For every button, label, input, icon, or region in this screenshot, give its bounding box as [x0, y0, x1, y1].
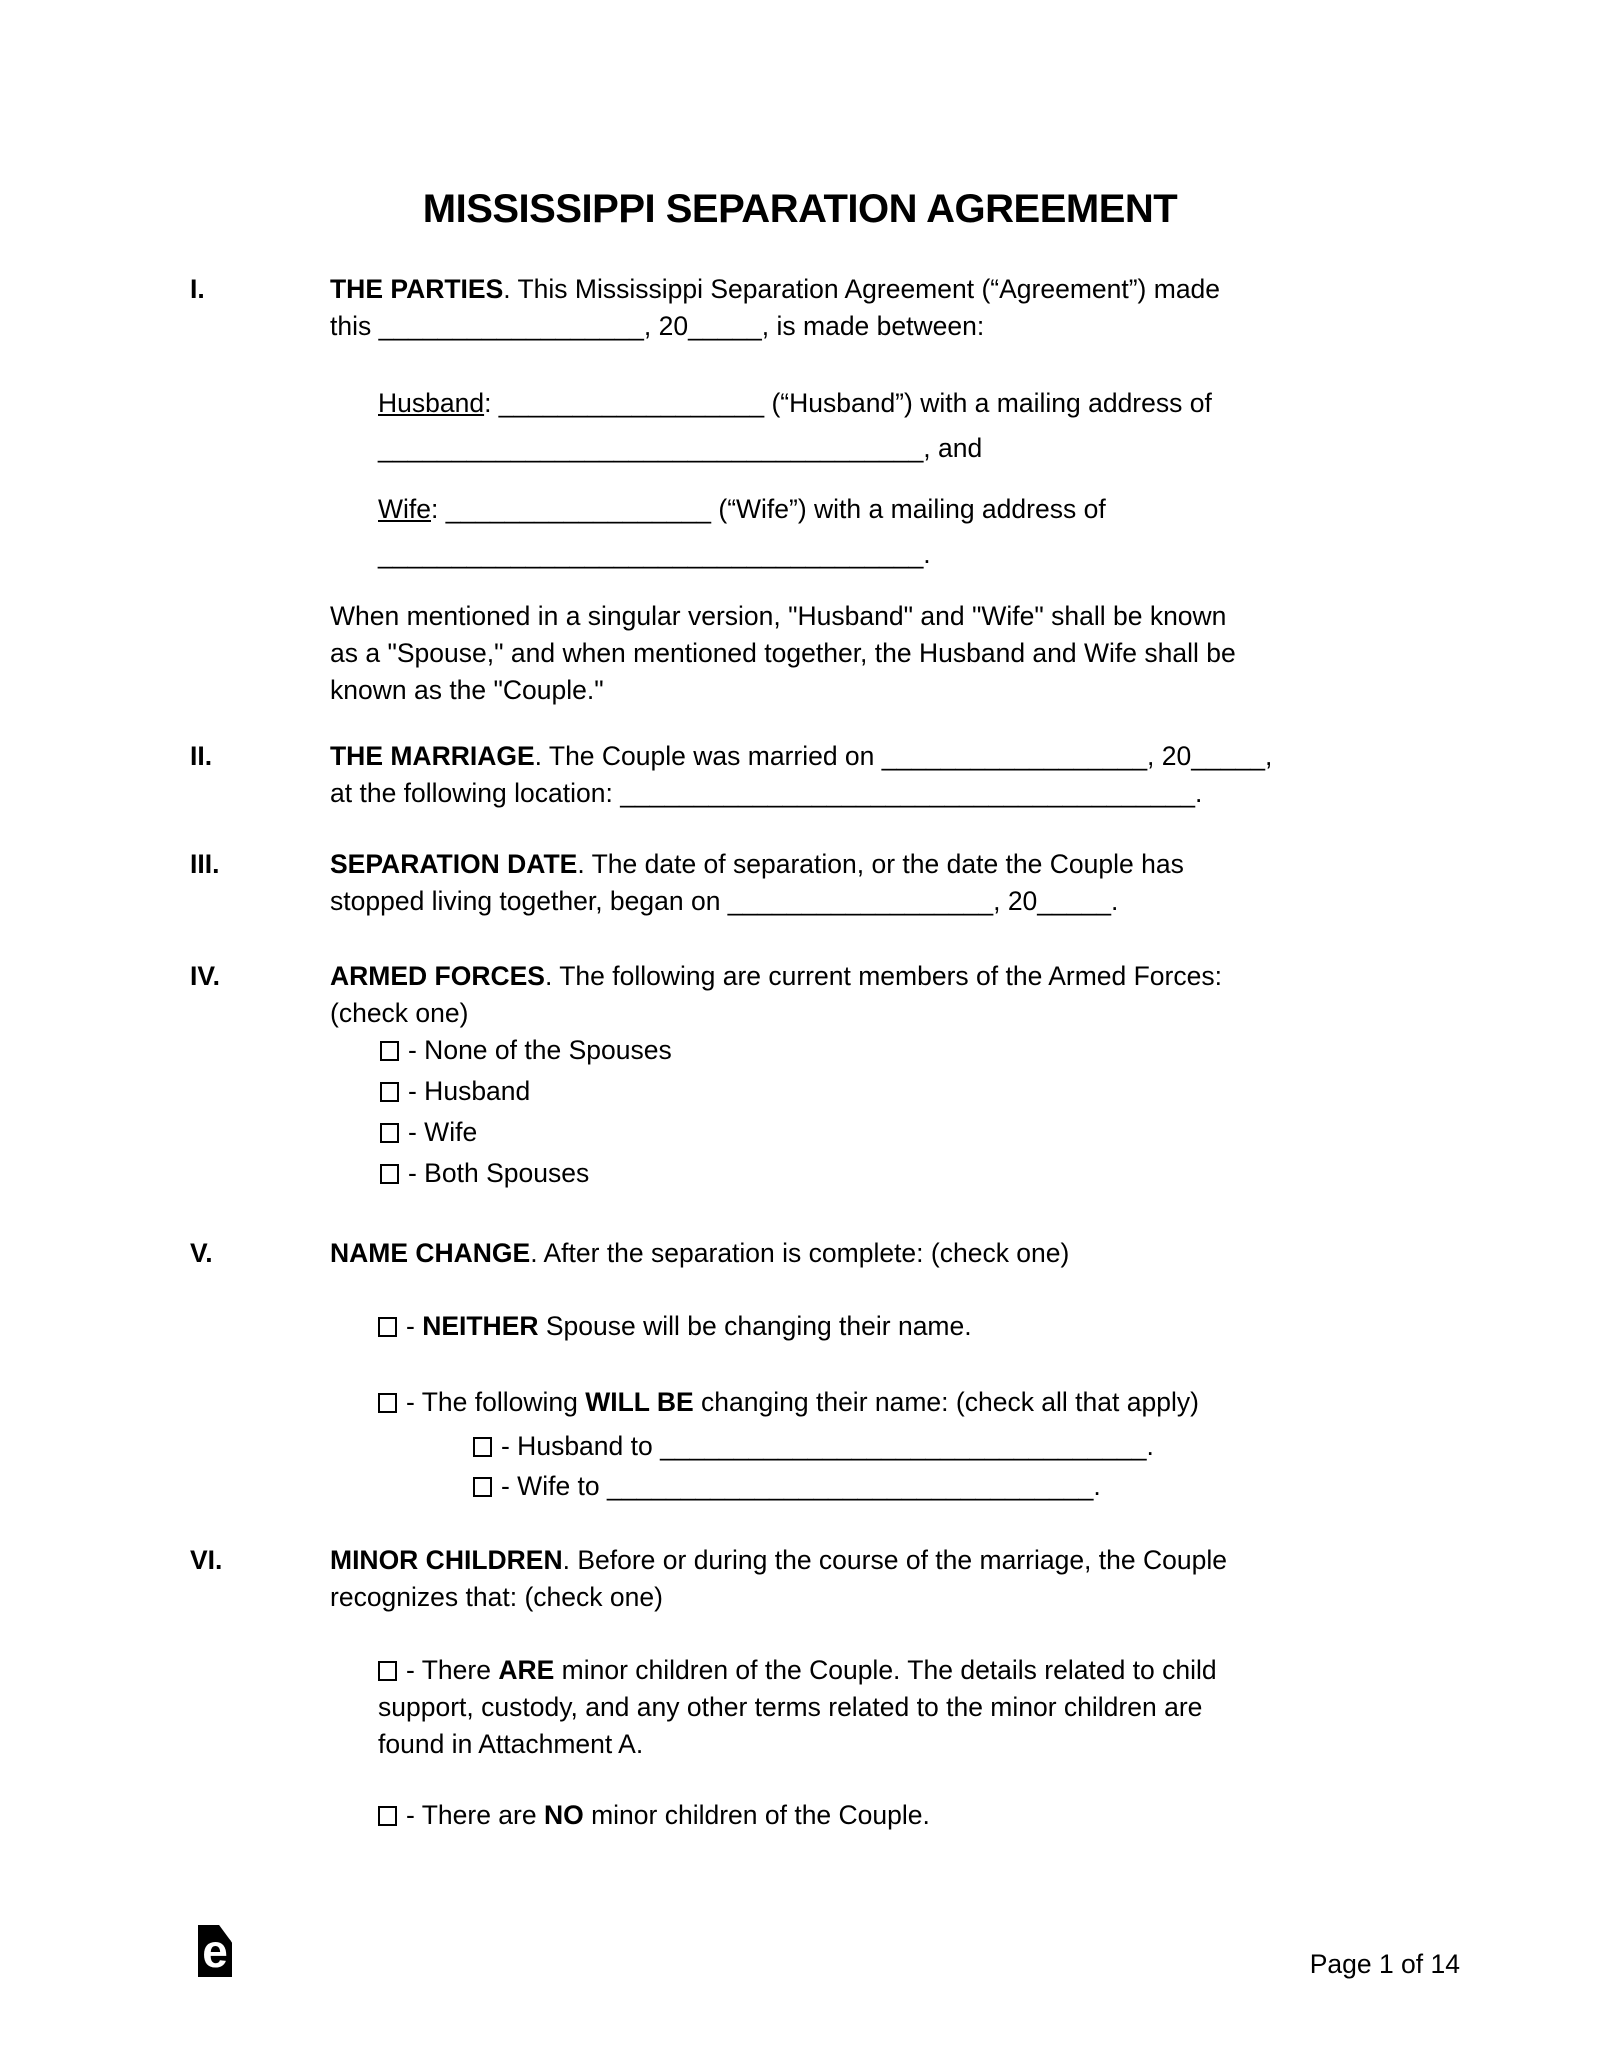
husband-line-1 [378, 381, 1460, 426]
spouse-definition-line-3: known as the "Couple." [330, 675, 604, 705]
section-marriage [190, 738, 1460, 812]
document-title: MISSISSIPPI SEPARATION AGREEMENT [422, 187, 1178, 231]
parties-heading: THE PARTIES [330, 274, 504, 304]
are-post-text: minor children of the Couple. The details related to child [554, 1655, 1217, 1685]
name-change-sub-option-husband [473, 1428, 1460, 1465]
no-pre-text: - There are [406, 1800, 544, 1830]
minor-children-heading: MINOR CHILDREN [330, 1545, 563, 1575]
page-number: Page 1 of 14 [1309, 1949, 1460, 1979]
section-armed-forces [190, 958, 1460, 1196]
spouse-definition-paragraph [330, 598, 1460, 709]
are-bold-text: ARE [498, 1655, 555, 1685]
name-change-sub-option-wife [473, 1468, 1460, 1505]
will-be-pre-text: - The following [406, 1387, 586, 1417]
checkbox-husband[interactable] [380, 1082, 399, 1102]
separation-date-line-2: stopped living together, began on __________________, 20_____. [330, 886, 1119, 916]
marriage-heading: THE MARRIAGE [330, 741, 535, 771]
checkbox-neither-name-change[interactable] [378, 1317, 397, 1337]
name-change-option-neither [378, 1308, 1460, 1345]
minor-children-line-1 [330, 1542, 1460, 1579]
neither-post-text: Spouse will be changing their name. [538, 1311, 972, 1341]
name-change-line-1 [330, 1235, 1460, 1272]
neither-bold-text: NEITHER [422, 1311, 539, 1341]
checkbox-husband-name-change[interactable] [473, 1437, 492, 1457]
wife-address-blank: _____________________________________. [378, 539, 931, 569]
no-post-text: minor children of the Couple. [583, 1800, 930, 1830]
will-be-post-text: changing their name: (check all that apply) [693, 1387, 1199, 1417]
armed-forces-heading: ARMED FORCES [330, 961, 545, 991]
section-marriage-numeral: II. [190, 741, 213, 771]
armed-forces-option-husband-label: - Husband [408, 1076, 531, 1106]
husband-label: Husband [378, 388, 485, 418]
minor-children-option-no [378, 1797, 1460, 1834]
minor-children-are-line-2: support, custody, and any other terms related to the minor children are [378, 1692, 1203, 1722]
separation-date-line-1-text: . The date of separation, or the date the Couple has [577, 849, 1184, 879]
armed-forces-line-1 [330, 958, 1460, 995]
armed-forces-line-2: (check one) [330, 998, 469, 1028]
armed-forces-option-none [380, 1032, 1460, 1069]
wife-name-change-label: - Wife to _________________________________. [501, 1471, 1101, 1501]
minor-children-option-are [378, 1652, 1460, 1689]
armed-forces-option-husband [380, 1073, 1460, 1110]
checkbox-will-be-name-change[interactable] [378, 1393, 397, 1413]
name-change-heading: NAME CHANGE [330, 1238, 531, 1268]
checkbox-none-of-spouses[interactable] [380, 1041, 399, 1061]
name-change-line-1-text: . After the separation is complete: (check one) [530, 1238, 1070, 1268]
section-armed-forces-numeral: IV. [190, 961, 220, 991]
spouse-definition-line-2: as a "Spouse," and when mentioned together, the Husband and Wife shall be [330, 638, 1236, 668]
neither-pre-text: - [406, 1311, 423, 1341]
marriage-line-1 [330, 738, 1460, 775]
minor-children-line-1-text: . Before or during the course of the marriage, the Couple [562, 1545, 1227, 1575]
checkbox-wife-name-change[interactable] [473, 1477, 492, 1497]
parties-line-1-text: . This Mississippi Separation Agreement (“Agreement”) made [503, 274, 1221, 304]
husband-block [378, 381, 1460, 471]
minor-children-are-line-3: found in Attachment A. [378, 1729, 644, 1759]
separation-date-heading: SEPARATION DATE [330, 849, 578, 879]
no-bold-text: NO [543, 1800, 584, 1830]
section-name-change [190, 1235, 1460, 1505]
section-minor-children [190, 1542, 1460, 1834]
logo-letter: e [202, 1925, 228, 1977]
armed-forces-option-wife [380, 1114, 1460, 1151]
husband-line-1-text: : __________________ (“Husband”) with a mailing address of [484, 388, 1212, 418]
checkbox-no-minor-children[interactable] [378, 1806, 397, 1826]
checkbox-both-spouses[interactable] [380, 1164, 399, 1184]
husband-name-change-label: - Husband to _________________________________. [501, 1431, 1154, 1461]
wife-label: Wife [378, 494, 431, 524]
section-name-change-numeral: V. [190, 1238, 213, 1268]
section-separation-date [190, 846, 1460, 920]
parties-line-2: this __________________, 20_____, is made between: [330, 311, 985, 341]
parties-line-1 [330, 271, 1460, 308]
will-be-bold-text: WILL BE [585, 1387, 694, 1417]
armed-forces-option-none-label: - None of the Spouses [408, 1035, 672, 1065]
spouse-definition-line-1: When mentioned in a singular version, "Husband" and "Wife" shall be known [330, 601, 1227, 631]
wife-line-1 [378, 487, 1460, 532]
checkbox-wife[interactable] [380, 1123, 399, 1143]
armed-forces-option-wife-label: - Wife [408, 1117, 478, 1147]
section-parties-numeral: I. [190, 274, 205, 304]
marriage-line-1-text: . The Couple was married on __________________, 20_____, [534, 741, 1273, 771]
checkbox-are-minor-children[interactable] [378, 1661, 397, 1681]
are-pre-text: - There [406, 1655, 499, 1685]
section-minor-children-numeral: VI. [190, 1545, 223, 1575]
minor-children-line-2: recognizes that: (check one) [330, 1582, 663, 1612]
wife-block [378, 487, 1460, 577]
section-parties [190, 271, 1460, 709]
husband-address-blank: _____________________________________, and [378, 433, 983, 463]
separation-date-line-1 [330, 846, 1460, 883]
armed-forces-line-1-text: . The following are current members of the Armed Forces: [544, 961, 1222, 991]
wife-line-1-text: : __________________ (“Wife”) with a mailing address of [431, 494, 1106, 524]
name-change-option-will-be [378, 1384, 1460, 1421]
armed-forces-option-both-label: - Both Spouses [408, 1158, 590, 1188]
marriage-line-2: at the following location: _______________________________________. [330, 778, 1203, 808]
armed-forces-option-both [380, 1155, 1460, 1192]
section-separation-date-numeral: III. [190, 849, 220, 879]
eforms-logo [198, 1925, 232, 1977]
